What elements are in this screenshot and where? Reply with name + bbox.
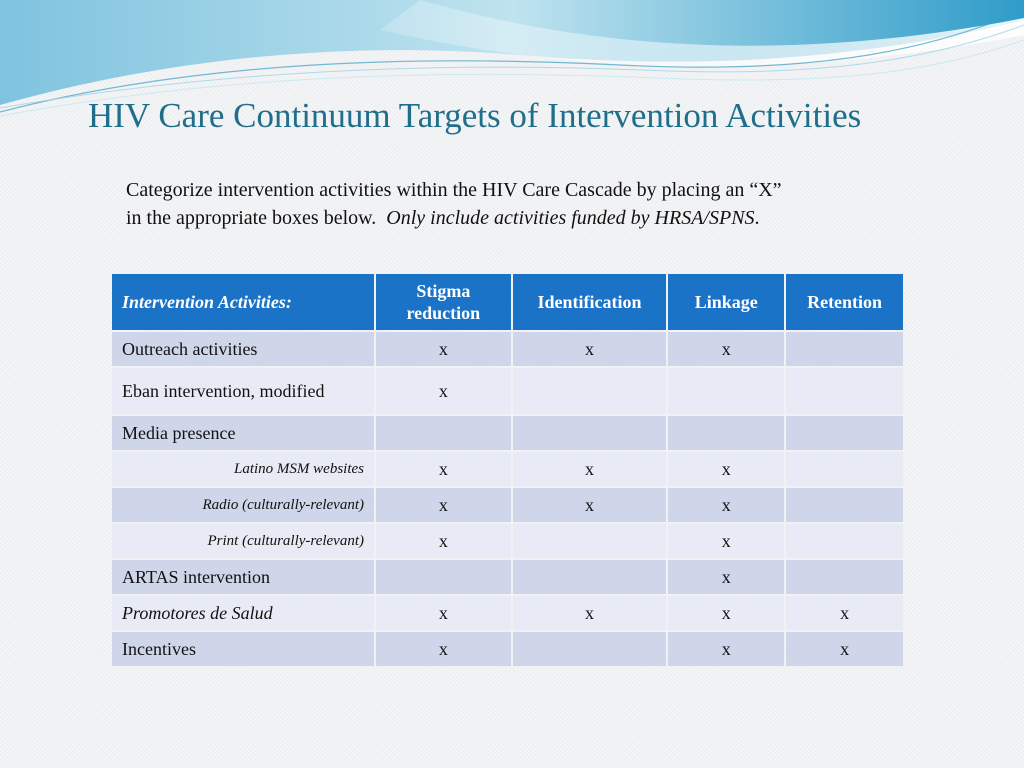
identification-cell[interactable] [513,560,667,594]
table-row [112,368,903,414]
activity-cell: Radio (culturally-relevant) [112,488,374,522]
retention-cell[interactable] [786,368,903,414]
activity-cell: ARTAS intervention [112,560,374,594]
activity-cell: Eban intervention, modified [112,368,374,414]
table-row [112,596,903,630]
table-row [112,632,903,666]
retention-cell[interactable] [786,560,903,594]
linkage-cell[interactable]: x [668,524,784,558]
table-row [112,488,903,522]
linkage-cell[interactable]: x [668,560,784,594]
page-title: HIV Care Continuum Targets of Intervention Activities [88,96,862,135]
activity-cell: Latino MSM websites [112,452,374,486]
stigma-cell[interactable]: x [376,632,511,666]
stigma-cell[interactable]: x [376,368,511,414]
stigma-cell[interactable]: x [376,524,511,558]
linkage-cell[interactable]: x [668,332,784,366]
intervention-table [110,272,905,668]
table-row [112,416,903,450]
activity-cell: Print (culturally-relevant) [112,524,374,558]
header-linkage: Linkage [668,274,784,330]
linkage-cell[interactable]: x [668,596,784,630]
header-retention: Retention [786,274,903,330]
retention-cell[interactable] [786,452,903,486]
activity-cell: Media presence [112,416,374,450]
instructions-text [126,176,946,232]
table-row [112,452,903,486]
header-identification: Identification [513,274,667,330]
retention-cell[interactable]: x [786,632,903,666]
identification-cell[interactable] [513,524,667,558]
stigma-cell[interactable]: x [376,332,511,366]
stigma-cell[interactable] [376,560,511,594]
table-row [112,560,903,594]
activity-cell: Incentives [112,632,374,666]
identification-cell[interactable]: x [513,488,667,522]
instructions-plain: in the appropriate boxes below. [126,207,377,229]
identification-cell[interactable]: x [513,452,667,486]
activity-cell: Outreach activities [112,332,374,366]
linkage-cell[interactable]: x [668,488,784,522]
identification-cell[interactable]: x [513,596,667,630]
instructions-end: . [754,207,760,229]
table-row [112,524,903,558]
stigma-cell[interactable]: x [376,596,511,630]
identification-cell[interactable] [513,368,667,414]
linkage-cell[interactable]: x [668,452,784,486]
identification-cell[interactable] [513,416,667,450]
activity-cell: Promotores de Salud [112,596,374,630]
stigma-cell[interactable]: x [376,488,511,522]
retention-cell[interactable] [786,524,903,558]
header-stigma: Stigma reduction [376,274,511,330]
identification-cell[interactable]: x [513,332,667,366]
retention-cell[interactable]: x [786,596,903,630]
retention-cell[interactable] [786,416,903,450]
retention-cell[interactable] [786,488,903,522]
instructions-line-2 [126,204,946,232]
header-activities: Intervention Activities: [112,274,374,330]
retention-cell[interactable] [786,332,903,366]
table-header-row [112,274,903,330]
identification-cell[interactable] [513,632,667,666]
stigma-cell[interactable] [376,416,511,450]
stigma-cell[interactable]: x [376,452,511,486]
table-row [112,332,903,366]
linkage-cell[interactable] [668,416,784,450]
linkage-cell[interactable] [668,368,784,414]
linkage-cell[interactable]: x [668,632,784,666]
instructions-line-1: Categorize intervention activities within the HIV Care Cascade by placing an “X” [126,179,782,201]
instructions-emphasis: Only include activities funded by HRSA/SPNS [386,207,755,229]
